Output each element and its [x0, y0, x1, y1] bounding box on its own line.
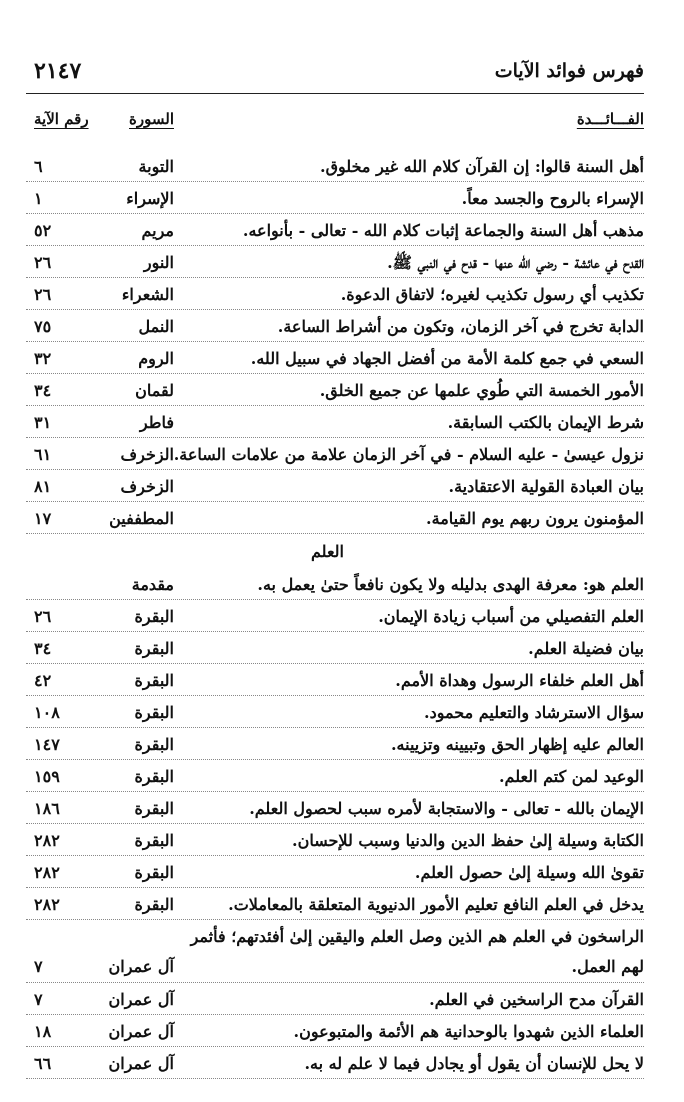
index-row	[26, 406, 644, 438]
running-title: فهرس فوائد الآيات	[494, 60, 644, 82]
index-row	[26, 760, 644, 792]
benefit-text: العلماء الذين شهدوا بالوحدانية هم الأئمة والمتبوعون.	[293, 1022, 644, 1041]
verse-number: ١٠٨	[34, 703, 60, 722]
index-row	[26, 438, 644, 470]
surah-name: البقرة	[134, 831, 174, 850]
surah-name: البقرة	[134, 895, 174, 914]
index-row	[26, 150, 644, 182]
surah-name: لقمان	[135, 381, 174, 400]
index-row	[26, 824, 644, 856]
surah-name: البقرة	[134, 703, 174, 722]
verse-number: ١	[34, 189, 43, 208]
benefit-text: أهل العلم خلفاء الرسول وهداة الأمم.	[395, 671, 644, 690]
index-row	[26, 470, 644, 502]
entries-group-2	[26, 568, 644, 1079]
surah-name: آل عمران	[108, 990, 174, 1009]
surah-name: الإسراء	[126, 189, 174, 208]
benefit-text: تكذيب أي رسول تكذيب لغيره؛ لاتفاق الدعوة.	[340, 285, 644, 304]
surah-name: البقرة	[134, 863, 174, 882]
index-row	[26, 600, 644, 632]
verse-number: ١٧	[34, 509, 52, 528]
verse-number: ٣٢	[34, 349, 52, 368]
index-entries	[26, 150, 644, 1079]
surah-name: الروم	[138, 349, 174, 368]
index-row	[26, 246, 644, 278]
index-row	[26, 374, 644, 406]
benefit-text: السعي في جمع كلمة الأمة من أفضل الجهاد في سبيل الله.	[250, 349, 644, 368]
surah-name: آل عمران	[108, 957, 174, 976]
index-row	[26, 888, 644, 920]
surah-name: فاطر	[139, 413, 174, 432]
benefit-text: القدح في عائشة - رضي الله عنها - قدح في النبي ﷺ.	[387, 253, 644, 272]
verse-number: ٦١	[34, 445, 52, 464]
index-row	[26, 696, 644, 728]
surah-name: مقدمة	[131, 575, 174, 594]
surah-name: البقرة	[134, 639, 174, 658]
verse-number: ٤٢	[34, 671, 52, 690]
benefit-text: سؤال الاسترشاد والتعليم محمود.	[424, 703, 644, 722]
benefit-text: الأمور الخمسة التي طُوي علمها عن جميع الخلق.	[319, 381, 644, 400]
verse-number: ١٤٧	[34, 735, 60, 754]
benefit-text: الدابة تخرج في آخر الزمان، وتكون من أشراط الساعة.	[277, 317, 644, 336]
benefit-text: نزول عيسىٰ - عليه السلام - في آخر الزمان علامة من علامات الساعة.	[173, 445, 644, 464]
surah-name: النمل	[138, 317, 174, 336]
section-title: العلم	[311, 542, 344, 561]
surah-name: البقرة	[134, 671, 174, 690]
benefit-text: مذهب أهل السنة والجماعة إثبات كلام الله - تعالى - بأنواعه.	[242, 221, 644, 240]
index-row	[26, 214, 644, 246]
surah-name: التوبة	[138, 157, 174, 176]
benefit-text: أهل السنة قالوا: إن القرآن كلام الله غير مخلوق.	[320, 157, 644, 176]
benefit-text: الإسراء بالروح والجسد معاً.	[461, 189, 644, 208]
index-row	[26, 182, 644, 214]
index-row	[26, 342, 644, 374]
index-row	[26, 568, 644, 600]
benefit-text: شرط الإيمان بالكتب السابقة.	[447, 413, 644, 432]
surah-name: الزخرف	[120, 477, 174, 496]
verse-number: ٢٨٢	[34, 895, 60, 914]
index-row	[26, 1015, 644, 1047]
verse-number: ٨١	[34, 477, 52, 496]
verse-number: ٢٦	[34, 285, 52, 304]
index-row	[26, 728, 644, 760]
benefit-text: الراسخون في العلم هم الذين وصل العلم واليقين إلىٰ أفئدتهم؛ فأثمر لهم العمل.	[190, 927, 644, 976]
column-headers	[26, 110, 644, 136]
benefit-text: الإيمان بالله - تعالى - والاستجابة لأمره سبب لحصول العلم.	[249, 799, 644, 818]
surah-name: النور	[143, 253, 174, 272]
surah-name: الزخرف	[120, 445, 174, 464]
benefit-text: العلم التفصيلي من أسباب زيادة الإيمان.	[378, 607, 644, 626]
section-heading	[26, 534, 644, 568]
benefit-text: بيان فضيلة العلم.	[528, 639, 644, 658]
verse-number: ٣١	[34, 413, 52, 432]
index-row	[26, 502, 644, 534]
benefit-text: الكتابة وسيلة إلىٰ حفظ الدين والدنيا وسبب للإحسان.	[292, 831, 644, 850]
verse-number: ١٥٩	[34, 767, 60, 786]
verse-number: ٧	[34, 957, 43, 976]
surah-name: البقرة	[134, 799, 174, 818]
benefit-text: تقوىٰ الله وسيلة إلىٰ حصول العلم.	[414, 863, 644, 882]
surah-name: المطففين	[109, 509, 174, 528]
benefit-text: القرآن مدح الراسخين في العلم.	[429, 990, 644, 1009]
entries-group-1	[26, 150, 644, 534]
surah-name: آل عمران	[108, 1022, 174, 1041]
verse-number: ٢٦	[34, 607, 52, 626]
index-row	[26, 983, 644, 1015]
index-row	[26, 856, 644, 888]
benefit-text: المؤمنون يرون ربهم يوم القيامة.	[426, 509, 644, 528]
surah-name: البقرة	[134, 767, 174, 786]
benefit-text: الوعيد لمن كتم العلم.	[498, 767, 644, 786]
index-row	[26, 1047, 644, 1079]
column-header-benefit: الفـــائـــدة	[576, 110, 644, 128]
index-row	[26, 278, 644, 310]
verse-number: ٣٤	[34, 381, 52, 400]
surah-name: البقرة	[134, 735, 174, 754]
surah-name: الشعراء	[121, 285, 174, 304]
verse-number: ١٨	[34, 1022, 52, 1041]
benefit-text: بيان العبادة القولية الاعتقادية.	[448, 477, 644, 496]
benefit-text: لا يحل للإنسان أن يقول أو يجادل فيما لا علم له به.	[304, 1054, 644, 1073]
surah-name: البقرة	[134, 607, 174, 626]
verse-number: ٥٢	[34, 221, 52, 240]
benefit-text: العالم عليه إظهار الحق وتبيينه وتزيينه.	[390, 735, 644, 754]
index-row	[26, 664, 644, 696]
verse-number: ٦٦	[34, 1054, 52, 1073]
surah-name: آل عمران	[108, 1054, 174, 1073]
page-number: ٢١٤٧	[34, 58, 82, 84]
verse-number: ٦	[34, 157, 43, 176]
verse-number: ٢٦	[34, 253, 52, 272]
index-row	[26, 920, 644, 983]
index-row	[26, 792, 644, 824]
column-header-surah: السورة	[129, 110, 174, 128]
index-row	[26, 632, 644, 664]
header-rule	[26, 93, 644, 94]
index-row	[26, 310, 644, 342]
page-header	[26, 56, 644, 92]
surah-name: مريم	[141, 221, 174, 240]
benefit-text: العلم هو: معرفة الهدى بدليله ولا يكون نافعاً حتىٰ يعمل به.	[257, 575, 644, 594]
verse-number: ٢٨٢	[34, 831, 60, 850]
benefit-text: يدخل في العلم النافع تعليم الأمور الدنيوية المتعلقة بالمعاملات.	[228, 895, 644, 914]
verse-number: ٢٨٢	[34, 863, 60, 882]
verse-number: ١٨٦	[34, 799, 60, 818]
verse-number: ٧	[34, 990, 43, 1009]
verse-number: ٧٥	[34, 317, 52, 336]
verse-number: ٣٤	[34, 639, 52, 658]
column-header-verse: رقم الآية	[34, 110, 89, 128]
